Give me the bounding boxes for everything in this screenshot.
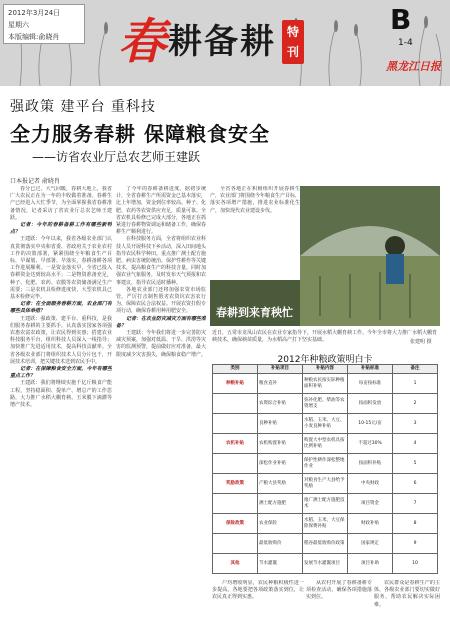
table-row	[213, 434, 438, 454]
special-issue-badge: 特刊	[282, 20, 304, 64]
table-cell: 6	[393, 474, 438, 494]
table-row	[213, 514, 438, 534]
paragraph: 王建跃：今年我们将进一步完善防灾减灾预案，加强对低温、干旱、洪涝等灾害的监测预警，提前做好应对准备，最大限度减少灾害损失，确保粮食稳产增产。	[116, 330, 206, 358]
table-cell: 农业保险	[258, 514, 303, 534]
article-column-3	[210, 186, 300, 278]
section-letter: B	[390, 3, 412, 36]
table-cell: 农机补贴	[213, 434, 258, 454]
table-cell: 产粮大县奖励	[258, 474, 303, 494]
table-cell: 8	[393, 514, 438, 534]
table-cell: 水稻、玉米、大豆保险保费补贴	[303, 514, 348, 534]
table-cell: 7	[393, 494, 438, 514]
table-cell: 稻谷最低收购价政策	[303, 534, 348, 554]
table-cell: 国家规定	[348, 534, 393, 554]
table-row	[213, 374, 438, 394]
table-cell: 其他	[213, 554, 258, 574]
table-row	[213, 554, 438, 574]
article-kicker: 强政策 建平台 重科技	[10, 99, 156, 115]
paragraph: 王建跃：我们将继续实施千亿斤粮食产能工程，坚持稳面积、提单产、增总产的工作思路，大力推广水稻大棚育秧、玉米膜下滴灌等增产技术。	[10, 380, 112, 409]
table-cell: 对粮食生产大县给予奖励	[303, 474, 348, 494]
table-cell	[213, 454, 258, 474]
paragraph: 全省各地正在积极组织开展春耕生产，农业部门将围绕今年粮食生产目标，落实各项增产措施，推进农业标准化生产，加快现代农业建设步伐。	[210, 186, 300, 214]
table-header-cell: 补贴内容	[303, 365, 348, 374]
table-cell: 奖励政策	[213, 474, 258, 494]
table-cell: 9	[393, 534, 438, 554]
table-cell: 农机购置补贴	[258, 434, 303, 454]
table-cell: 弥补化肥、柴油等农资增支	[303, 394, 348, 414]
table-cell: 节水灌溉	[258, 554, 303, 574]
bottom-column-2	[306, 580, 372, 634]
table-header-cell: 补贴项目	[258, 365, 303, 374]
greenhouse-seedling-image	[300, 186, 440, 326]
interview-question: 记者：今年的春耕备耕工作有哪些新特点？	[10, 222, 112, 236]
paragraph: 在科技服务方面，全省将组织农业科技人员开展科技下乡活动，深入田间地头指导农民科学种田。重点推广测土配方施肥、病虫害统防统治、保护性耕作等关键技术，提高粮食生产的科技含量。同时加强农业气象服务，及时发布天气预报和农事建议，指导农民适时播种。	[116, 236, 206, 286]
issue-date: 2012年3月24日	[8, 9, 61, 17]
table-cell	[213, 394, 258, 414]
table-cell: 推广测土配方施肥技术	[303, 494, 348, 514]
page-range: 1-4	[398, 38, 413, 48]
policy-table-body	[213, 374, 438, 574]
issue-weekday: 星期六	[8, 21, 29, 29]
policy-table-wrapper	[212, 364, 438, 578]
table-cell	[213, 494, 258, 514]
table-cell: 测土配方施肥	[258, 494, 303, 514]
table-cell: 4	[393, 434, 438, 454]
photo-title: 春耕到来育秧忙	[216, 306, 293, 319]
table-row	[213, 474, 438, 494]
table-cell: 粮食直补	[258, 374, 303, 394]
masthead	[0, 0, 450, 86]
table-cell: 中央财政	[348, 474, 393, 494]
table-cell	[213, 414, 258, 434]
table-cell: 最低收购价	[258, 534, 303, 554]
table-cell: 1	[393, 374, 438, 394]
table-cell: 10	[393, 554, 438, 574]
news-photo	[300, 186, 440, 326]
table-cell: 种粮农民按实际种植面积补贴	[303, 374, 348, 394]
table-cell	[213, 534, 258, 554]
table-cell: 种粮补贴	[213, 374, 258, 394]
table-cell: 2	[393, 394, 438, 414]
table-cell: 不超过30%	[348, 434, 393, 454]
paragraph: 农民群众是春耕生产的主体，各级农业部门要切实做好服务，帮助农民解决实际困难。	[374, 580, 440, 608]
policy-table-title: 2012年种粮政策明白卡	[277, 355, 373, 365]
paragraph: 了今年的春耕备耕进度。据初步统计，全省春耕生产所需资金已基本落实，比上年增加，资金到位率较高。种子、化肥、农药等农资供应充足，质量可靠。全省农机具检修已完成大部分，各地正在抓紧进行春耕物资调运和储备工作，确保春耕生产顺利进行。	[116, 186, 206, 236]
table-row	[213, 534, 438, 554]
table-cell: 保护性耕作深松整地作业	[303, 454, 348, 474]
table-header-row	[213, 365, 438, 374]
table-cell: 10-15元/亩	[348, 414, 393, 434]
article-headline: 全力服务春耕 保障粮食安全	[10, 122, 270, 146]
page-editor: 本版编辑:俞晓肖	[8, 33, 60, 41]
table-cell: 按面积补贴	[348, 454, 393, 474]
table-cell: 项目资金	[348, 494, 393, 514]
interview-question: 记者：在全面服务春耕方面，农业部门有哪些具体举措？	[10, 301, 112, 315]
paragraph: 各地农业部门还将加强农资市场监管，严厉打击制售假劣农资坑农害农行为，保障农民合法权益。开展农资打假专项行动，确保春耕用种用肥安全。	[116, 286, 206, 315]
photo-description: 近日，五常市龙凤山农民在农业专家指导下，开展水稻大棚育秧工作。今年全市将大力推广水稻大棚育秧技术，确保秧苗质量，为水稻高产打下坚实基础。	[212, 330, 438, 343]
article-column-2	[116, 186, 206, 630]
newspaper-logo: 黑龙江日报	[386, 60, 441, 73]
bottom-column-1	[212, 580, 304, 634]
date-box	[3, 4, 85, 44]
table-header-cell: 补贴标准	[348, 365, 393, 374]
table-cell: 3	[393, 414, 438, 434]
article-subhead: ——访省农业厅总农艺师王建跃	[32, 150, 201, 164]
table-cell: 5	[393, 454, 438, 474]
photo-credit: 张建明 摄	[410, 339, 432, 345]
table-row	[213, 454, 438, 474]
paragraph: 户均增收明显，农民种粮积极性进一步提高。各地要把各项政策落实到位，让农民真正得到实惠。	[212, 580, 304, 601]
table-row	[213, 394, 438, 414]
table-cell: 保险政策	[213, 514, 258, 534]
table-cell: 良种补贴	[258, 414, 303, 434]
paragraph: 从农村开展了春耕备耕专项检查活动，确保各项措施落实到位。	[306, 580, 372, 601]
section-brand	[118, 12, 304, 72]
table-row	[213, 414, 438, 434]
paragraph: 王建跃：强政策、建平台、重科技，是我们服务春耕的主要抓手。认真落实国家各项强农惠农富农政策，让农民得到实惠；搭建农业科技服务平台，组织科技人员深入一线指导；加快推广先进适用技术，提高科技贡献率。全省各级农业部门将组织技术人员分片包干，开展技术培训，把关键技术送到农民手中。	[10, 315, 112, 365]
brand-spring-char: 春	[118, 14, 167, 70]
table-cell: 农资综合补贴	[258, 394, 303, 414]
table-cell: 发展节水灌溉项目	[303, 554, 348, 574]
bottom-column-3	[374, 580, 440, 634]
table-cell: 水稻、玉米、大豆、小麦良种补贴	[303, 414, 348, 434]
table-header-cell: 备注	[393, 365, 438, 374]
interview-question: 记者：在保障粮食安全方面，今年有哪些重点工作？	[10, 366, 112, 380]
table-cell: 按面积发放	[348, 394, 393, 414]
policy-table	[212, 364, 438, 574]
brand-title: 耕备耕	[168, 22, 277, 62]
interview-question: 记者：在农业防灾减灾方面有哪些准备？	[116, 315, 206, 329]
paragraph: 春分已过，大气回暖，春耕大地上，我省广大农民正在为一年的丰收做着准备。春耕生产已经进入大忙季节，为全面掌握我省春耕准备情况，记者采访了省农业厅总农艺师王建跃。	[10, 186, 112, 221]
table-row	[213, 494, 438, 514]
table-header-cell: 类别	[213, 365, 258, 374]
table-cell: 每亩按标准	[348, 374, 393, 394]
table-cell: 财政补贴	[348, 514, 393, 534]
article-column-1	[10, 186, 112, 630]
table-cell: 购置大中型农机具按比例补贴	[303, 434, 348, 454]
table-cell: 深松作业补贴	[258, 454, 303, 474]
paragraph: 王建跃：今年以来，我省各级农业部门认真贯彻落实中央和省委、省政府关于农业农村工作的决策部署，紧紧围绕全年粮食生产目标，早谋划、早部署、早落实，春耕备耕各项工作进展顺利。一是资金落实早，全省已投入春耕资金达到较高水平；二是物资准备充足，种子、化肥、农药、农膜等农资储备满足生产需要；三是农机具检修进度快，大型农机具已基本检修完毕。	[10, 236, 112, 301]
table-cell: 项目补助	[348, 554, 393, 574]
article-byline: 口本报记者 俞晓肖	[10, 178, 60, 185]
